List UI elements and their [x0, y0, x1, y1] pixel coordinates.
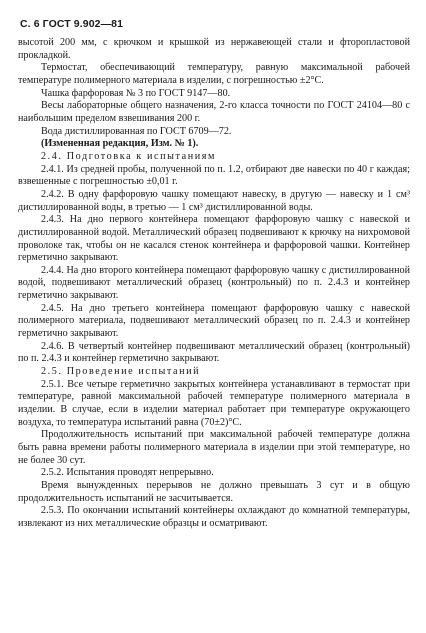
paragraph: Весы лабораторные общего назначения, 2-го класса точности по ГОСТ 24104—80 с наибольшим пределом взвешивания 200 г.: [18, 100, 410, 124]
paragraph: высотой 200 мм, с крючком и крышкой из нержавеющей стали и фторопластовой прокладкой.: [18, 37, 410, 61]
paragraph: 2.5.3. По окончании испытаний контейнеры охлаждают до комнатной температуры, извлекают из них металлические образцы и осматривают.: [18, 505, 410, 529]
paragraph: 2.5.2. Испытания проводят непрерывно.: [41, 467, 214, 479]
paragraph: 2.4.1. Из средней пробы, полученной по п. 1.2, отбирают две навески по 40 г каждая; взвешенные с погрешностью ±0,01 г.: [18, 163, 410, 188]
section-heading: 2.4. Подготовка к испытаниям: [41, 150, 217, 162]
page-header: С. 6 ГОСТ 9.902—81: [20, 18, 124, 30]
paragraph: Продолжительность испытаний при максимальной рабочей температуре должна быть равна времени работы полимерного материала в изделии при этой температуре, но не более 30 сут.: [18, 429, 410, 466]
paragraph: 2.4.5. На дно третьего контейнера помещают фарфоровую чашку с навеской полимерного материала, подвешивают металлический образец по п. 2.4.3 и контейнер герметично закрывают.: [18, 302, 410, 340]
paragraph: 2.4.6. В четвертый контейнер подвешивают металлический образец (контрольный) по п. 2.4.3 и контейнер герметично закрывают.: [18, 340, 410, 365]
paragraph: Время вынужденных перерывов не должно превышать 3 сут и в общую продолжительность испытаний не засчитывается.: [18, 479, 410, 504]
paragraph: Вода дистиллированная по ГОСТ 6709—72.: [41, 125, 232, 137]
paragraph: 2.4.2. В одну фарфоровую чашку помещают навеску, в другую — навеску и 1 см³ дистиллированной воды, в третью — 1 см³ дистиллированной воды.: [18, 188, 410, 213]
paragraph: 2.4.4. На дно второго контейнера помещают фарфоровую чашку с дистиллированной водой, подвешивают металлический образец (контрольный) по п. 2.4.3 и контейнер герметично закрывают.: [18, 264, 410, 302]
document-body: [18, 37, 410, 531]
section-heading: 2.5. Проведение испытаний: [41, 366, 201, 378]
amendment-note: (Измененная редакция, Изм. № 1).: [41, 138, 199, 150]
paragraph: 2.4.3. На дно первого контейнера помещают фарфоровую чашку с навеской и дистиллированной водой. Металлический образец подвешивают к крючку на нихромовой проволоке так, чтобы он не касался стенок контейнера и фарфоровой чашки. Контейнер герметично закрывают.: [18, 214, 410, 264]
paragraph: 2.5.1. Все четыре герметично закрытых контейнера устанавливают в термостат при температуре, равной максимальной рабочей температуре полимерного материала в изделии. В случае, если в изделии материал работает при температуре окружающего воздуха, то температура испытаний равна (70±2)°С.: [18, 378, 410, 428]
paragraph: Чашка фарфоровая № 3 по ГОСТ 9147—80.: [41, 87, 231, 99]
paragraph: Термостат, обеспечивающий температуру, равную максимальной рабочей температуре полимерного материала в изделии, с погрешностью ±2°С.: [18, 62, 410, 86]
